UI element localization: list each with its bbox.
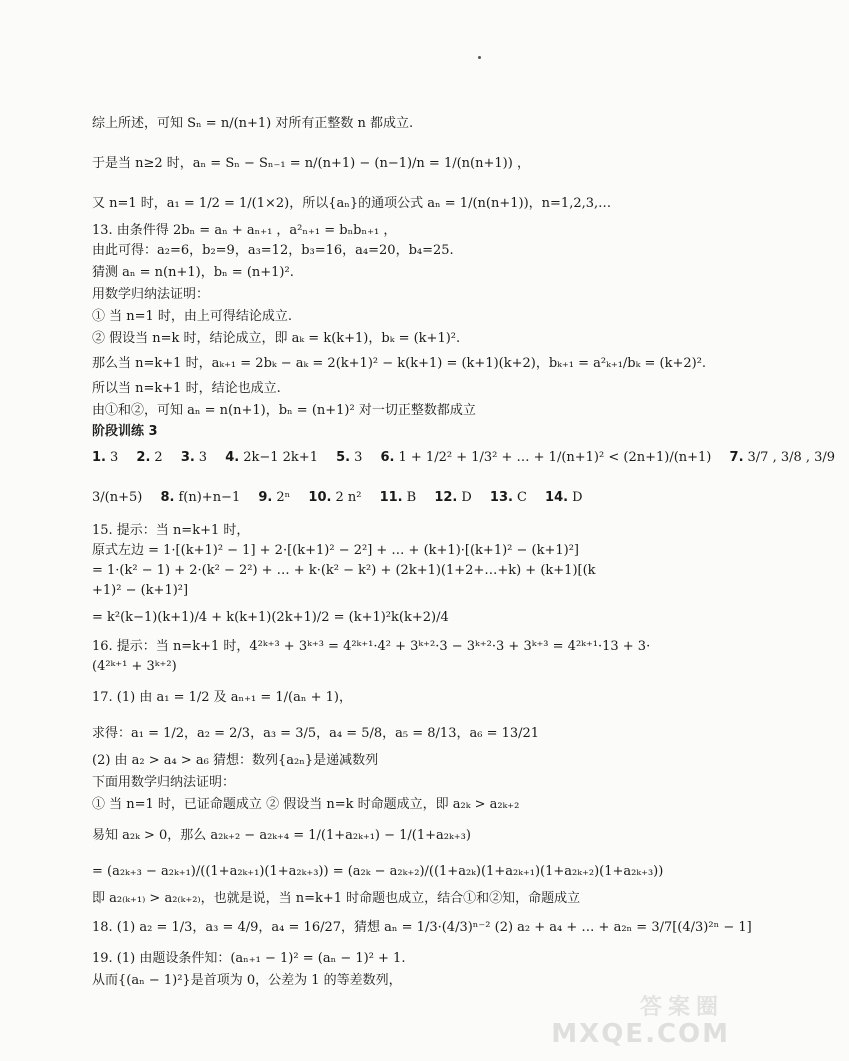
text-line: 于是当 n≥2 时，aₙ = Sₙ − Sₙ₋₁ = n/(n+1) − (n−1)/n = 1/(n(n+1)) ， [92,156,530,171]
answer-item: 11. B [379,490,417,505]
text-line: 易知 a₂ₖ > 0，那么 a₂ₖ₊₂ − a₂ₖ₊₄ = 1/(1+a₂ₖ₊₁) − 1/(1+a₂ₖ₊₃) [92,828,471,843]
answer-item: 4. 2k−1 2k+1 [225,450,318,465]
answer-item: 13. C [489,490,527,505]
text-line: 13. 由条件得 2bₙ = aₙ + aₙ₊₁ ，a²ₙ₊₁ = bₙbₙ₊₁ ， [92,223,397,238]
text-line: 原式左边 = 1·[(k+1)² − 1] + 2·[(k+1)² − 2²] + … + (k+1)·[(k+1)² − (k+1)²] [92,543,579,558]
text-line: 18. (1) a₂ = 1/3，a₃ = 4/9，a₄ = 16/27，猜想 aₙ = 1/3·(4/3)ⁿ⁻² (2) a₂ + a₄ + … + a₂ₙ = 3/7[(4/3)²ⁿ − 1] [92,920,752,935]
text-line: 即 a₂₍ₖ₊₁₎ > a₂₍ₖ₊₂₎，也就是说，当 n=k+1 时命题也成立，结合①和②知，命题成立 [92,891,581,906]
answer-item: 2. 2 [136,450,163,465]
text-line: 15. 提示：当 n=k+1 时， [92,523,250,538]
text-line: 19. (1) 由题设条件知：(aₙ₊₁ − 1)² = (aₙ − 1)² + 1. [92,951,406,966]
section-title: 阶段训练 3 [92,424,158,439]
answer-item: 1. 3 [92,450,119,465]
text-line: ① 当 n=1 时，已证命题成立 ② 假设当 n=k 时命题成立，即 a₂ₖ > a₂ₖ₊₂ [92,797,520,812]
scan-speck [478,56,481,59]
text-line: ① 当 n=1 时，由上可得结论成立. [92,309,293,324]
answer-item: 14. D [545,490,583,505]
answer-item: 3/(n+5) [92,490,143,505]
text-line: 由此可得：a₂=6，b₂=9，a₃=12，b₃=16，a₄=20，b₄=25. [92,243,454,258]
text-line: 猜测 aₙ = n(n+1)，bₙ = (n+1)². [92,265,294,280]
text-line: = 1·(k² − 1) + 2·(k² − 2²) + … + k·(k² − k²) + (2k+1)(1+2+…+k) + (k+1)[(k [92,563,596,578]
text-line: ② 假设当 n=k 时，结论成立，即 aₖ = k(k+1)，bₖ = (k+1)². [92,331,461,346]
text-line: +1)² − (k+1)²] [92,583,189,598]
text-line: 那么当 n=k+1 时，aₖ₊₁ = 2bₖ − aₖ = 2(k+1)² − k(k+1) = (k+1)(k+2)，bₖ₊₁ = a²ₖ₊₁/bₖ = (k+2)². [92,356,707,371]
text-line: (2) 由 a₂ > a₄ > a₆ 猜想：数列{a₂ₙ}是递减数列 [92,753,379,768]
text-line: 由①和②，可知 aₙ = n(n+1)，bₙ = (n+1)² 对一切正整数都成立 [92,403,476,418]
answer-item: 6. 1 + 1/2² + 1/3² + … + 1/(n+1)² < (2n+1)/(n+1) [380,450,712,465]
text-line: 16. 提示：当 n=k+1 时，4²ᵏ⁺³ + 3ᵏ⁺³ = 4²ᵏ⁺¹·4² + 3ᵏ⁺²·3 − 3ᵏ⁺²·3 + 3ᵏ⁺³ = 4²ᵏ⁺¹·13 + 3· [92,639,651,654]
text-line: = (a₂ₖ₊₃ − a₂ₖ₊₁)/((1+a₂ₖ₊₁)(1+a₂ₖ₊₃)) = (a₂ₖ − a₂ₖ₊₂)/((1+a₂ₖ)(1+a₂ₖ₊₁)(1+a₂ₖ₊₂)(1+a₂ₖ₊₃)) [92,864,664,879]
text-line: 又 n=1 时，a₁ = 1/2 = 1/(1×2)，所以{aₙ}的通项公式 aₙ = 1/(n(n+1))，n=1,2,3,… [92,196,612,211]
text-line: 下面用数学归纳法证明： [92,775,236,790]
answer-item: 9. 2ⁿ [258,490,291,505]
answer-item: 3. 3 [180,450,208,465]
watermark-url: MXQE.COM [551,1019,730,1049]
answers-row-2 [92,486,712,510]
answers-row-1 [92,446,836,470]
watermark [551,995,744,1057]
text-line: = k²(k−1)(k+1)/4 + k(k+1)(2k+1)/2 = (k+1)²k(k+2)/4 [92,610,449,625]
text-line: 用数学归纳法证明： [92,287,210,302]
answer-item: 12. D [434,490,472,505]
text-line: 所以当 n=k+1 时，结论也成立. [92,381,281,396]
text-line: 从而{(aₙ − 1)²}是首项为 0，公差为 1 的等差数列， [92,973,402,988]
answer-item: 8. f(n)+n−1 [160,490,241,505]
answer-item: 5. 3 [336,450,363,465]
text-line: 综上所述，可知 Sₙ = n/(n+1) 对所有正整数 n 都成立. [92,116,414,131]
answer-item: 10. 2 n² [308,490,362,505]
text-line: 17. (1) 由 a₁ = 1/2 及 aₙ₊₁ = 1/(aₙ + 1)， [92,690,352,705]
text-line: (4²ᵏ⁺¹ + 3ᵏ⁺²) [92,659,177,674]
text-line: 求得：a₁ = 1/2，a₂ = 2/3，a₃ = 3/5，a₄ = 5/8，a₅ = 8/13，a₆ = 13/21 [92,726,540,741]
answer-item: 7. 3/7 , 3/8 , 3/9 [729,450,836,465]
watermark-logo: 答案圈 [639,995,724,1020]
